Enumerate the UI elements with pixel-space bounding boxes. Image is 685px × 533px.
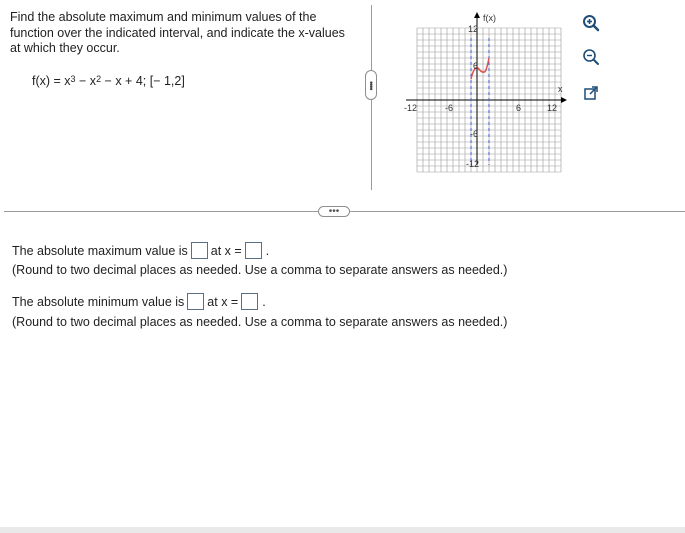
- x-tick-neg12: -12: [404, 103, 418, 113]
- min-label: The absolute minimum value is: [12, 294, 185, 309]
- max-at-label: at x =: [210, 243, 242, 258]
- min-at-label: at x =: [207, 294, 239, 309]
- function-graph: [400, 8, 570, 173]
- zoom-out-icon: [582, 48, 600, 66]
- y-tick-6: 6: [473, 61, 479, 71]
- x-tick-6: 6: [516, 103, 522, 113]
- zoom-in-button[interactable]: [580, 12, 602, 34]
- x-tick-neg6: -6: [445, 103, 454, 113]
- y-tick-neg6: -6: [470, 129, 479, 139]
- zoom-out-button[interactable]: [580, 46, 602, 68]
- formula-mid: − x: [75, 74, 97, 88]
- max-hint: (Round to two decimal places as needed. Use a comma to separate answers as needed.): [12, 263, 508, 277]
- open-external-icon: [583, 85, 599, 101]
- problem-instructions: Find the absolute maximum and minimum values of the function over the indicated interval, and indicate the x-values at which they occur.: [10, 10, 345, 55]
- bottom-bar: [0, 527, 685, 533]
- y-axis-arrow: [474, 12, 480, 18]
- formula-tail: − x + 4; [− 1,2]: [101, 74, 185, 88]
- min-period: .: [262, 294, 266, 309]
- max-value-input[interactable]: [191, 242, 208, 259]
- vertical-resize-handle[interactable]: ••••: [365, 70, 377, 100]
- y-tick-neg12: -12: [466, 159, 480, 169]
- max-x-input[interactable]: [245, 242, 262, 259]
- zoom-in-icon: [582, 14, 600, 32]
- y-tick-12: 12: [468, 24, 479, 34]
- formula-exp-square: 2: [96, 74, 102, 84]
- horizontal-resize-handle[interactable]: •••: [318, 206, 350, 217]
- max-period: .: [265, 243, 270, 258]
- open-external-button[interactable]: [580, 82, 602, 104]
- x-axis-arrow: [561, 97, 567, 103]
- min-hint: (Round to two decimal places as needed. Use a comma to separate answers as needed.): [12, 315, 508, 329]
- formula-exp-cubic: 3: [70, 74, 76, 84]
- min-x-input[interactable]: [241, 293, 258, 310]
- formula-lhs: f(x) = x: [32, 74, 71, 88]
- function-formula: [32, 74, 185, 88]
- max-label: The absolute maximum value is: [12, 243, 188, 258]
- x-axis-label: x: [558, 84, 563, 94]
- max-question: [12, 242, 269, 259]
- min-question: [12, 293, 266, 310]
- y-axis-label: f(x): [483, 13, 496, 23]
- x-tick-12: 12: [547, 103, 558, 113]
- min-value-input[interactable]: [187, 293, 204, 310]
